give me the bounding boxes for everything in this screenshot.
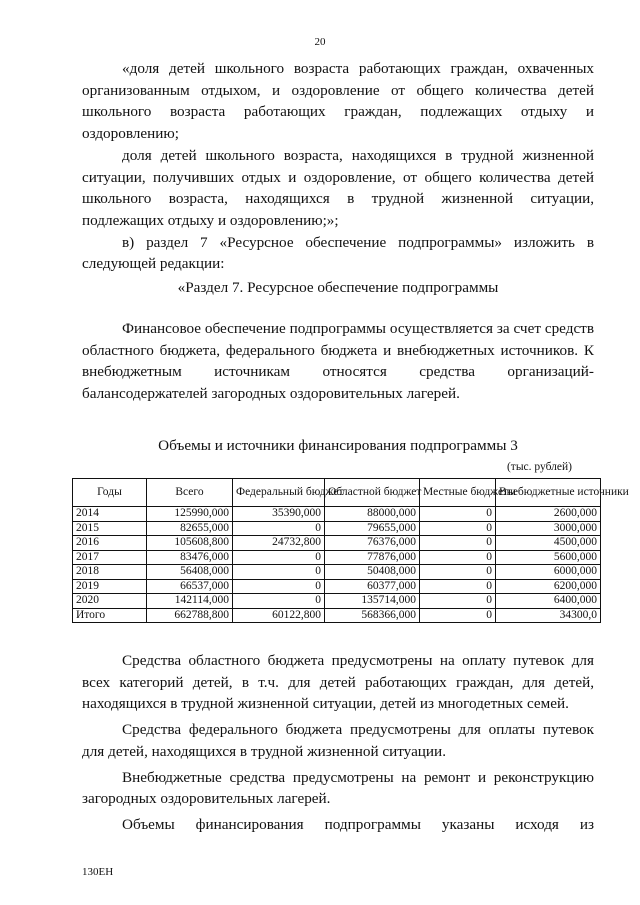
financing-text-block [82, 318, 594, 405]
cell-extrabudgetary: 6200,000 [496, 579, 601, 594]
cell-total: 66537,000 [147, 579, 233, 594]
cell-federal: 24732,800 [233, 536, 325, 551]
cell-total: 142114,000 [147, 594, 233, 609]
paragraph-indicator-working-parents: «доля детей школьного возраста работающих граждан, охваченных организованным отдыхом, и оздоровление от общего количества детей школьного возраста работающих граждан, подлежащих отдыху и оздоровлению; [82, 60, 594, 143]
cell-total: 56408,000 [147, 565, 233, 580]
table-row [73, 550, 601, 565]
paragraph-extrabudgetary-funds: Внебюджетные средства предусмотрены на ремонт и реконструкцию загородных оздоровительных лагерей. [82, 768, 594, 808]
cell-year: 2019 [73, 579, 147, 594]
cell-regional: 50408,000 [325, 565, 420, 580]
cell-regional: 77876,000 [325, 550, 420, 565]
cell-regional: 76376,000 [325, 536, 420, 551]
cell-federal: 35390,000 [233, 507, 325, 522]
table-row [73, 521, 601, 536]
table-header-row [73, 479, 601, 507]
table-row [73, 565, 601, 580]
cell-extrabudgetary: 4500,000 [496, 536, 601, 551]
table-body [73, 507, 601, 623]
cell-local: 0 [420, 536, 496, 551]
table-row [73, 507, 601, 522]
table-title: Объемы и источники финансирования подпрограммы 3 [158, 437, 518, 454]
cell-local: 0 [420, 507, 496, 522]
bottom-text-block [82, 650, 594, 836]
table-row [73, 579, 601, 594]
cell-local: 0 [420, 594, 496, 609]
cell-local: 0 [420, 579, 496, 594]
cell-total: 82655,000 [147, 521, 233, 536]
cell-federal: 60122,800 [233, 608, 325, 623]
footer-code: 130ЕН [82, 866, 114, 878]
cell-year: 2014 [73, 507, 147, 522]
paragraph-regional-funds: Средства областного бюджета предусмотрены на оплату путевок для всех категорий детей, в т.ч. для детей работающих граждан, для детей, находящихся в трудной жизненной ситуации, детей из многодетных семей. [82, 652, 594, 713]
table-row [73, 594, 601, 609]
header-regional-budget: Областной бюджет [325, 479, 420, 507]
cell-total: 125990,000 [147, 507, 233, 522]
cell-total: 83476,000 [147, 550, 233, 565]
cell-federal: 0 [233, 550, 325, 565]
cell-extrabudgetary: 34300,0 [496, 608, 601, 623]
cell-year: 2015 [73, 521, 147, 536]
table-row [73, 536, 601, 551]
cell-extrabudgetary: 2600,000 [496, 507, 601, 522]
header-extrabudgetary-sources: Внебюджетные источники [496, 479, 601, 507]
section-heading: «Раздел 7. Ресурсное обеспечение подпрограммы [177, 279, 499, 297]
cell-total: 662788,800 [147, 608, 233, 623]
cell-federal: 0 [233, 579, 325, 594]
cell-year: 2018 [73, 565, 147, 580]
cell-federal: 0 [233, 594, 325, 609]
cell-local: 0 [420, 550, 496, 565]
top-text-block [82, 58, 594, 299]
cell-extrabudgetary: 6400,000 [496, 594, 601, 609]
cell-local: 0 [420, 521, 496, 536]
cell-local: 0 [420, 565, 496, 580]
cell-federal: 0 [233, 565, 325, 580]
cell-total: 105608,800 [147, 536, 233, 551]
header-total: Всего [147, 479, 233, 507]
cell-extrabudgetary: 3000,000 [496, 521, 601, 536]
paragraph-indicator-hard-situation: доля детей школьного возраста, находящихся в трудной жизненной ситуации, получивших отдых и оздоровление, от общего количества детей школьного возраста, находящихся в трудной жизненной ситуации, подлежащих отдыху и оздоровлению;»; [82, 146, 594, 229]
cell-regional: 135714,000 [325, 594, 420, 609]
cell-year: Итого [73, 608, 147, 623]
financing-table [72, 478, 629, 623]
cell-year: 2016 [73, 536, 147, 551]
cell-regional: 568366,000 [325, 608, 420, 623]
cell-extrabudgetary: 5600,000 [496, 550, 601, 565]
cell-extrabudgetary: 6000,000 [496, 565, 601, 580]
paragraph-federal-funds: Средства федерального бюджета предусмотрены для оплаты путевок для детей, находящихся в трудной жизненной ситуации. [82, 721, 594, 760]
table-row [73, 608, 601, 623]
header-federal-budget: Федеральный бюджет [233, 479, 325, 507]
cell-year: 2020 [73, 594, 147, 609]
cell-local: 0 [420, 608, 496, 623]
cell-regional: 60377,000 [325, 579, 420, 594]
cell-year: 2017 [73, 550, 147, 565]
paragraph-financing-volumes: Объемы финансирования подпрограммы указаны исходя из [122, 815, 594, 833]
header-years: Годы [73, 479, 147, 507]
table-unit: (тыс. рублей) [506, 461, 572, 473]
cell-regional: 79655,000 [325, 521, 420, 536]
paragraph-amendment-section-7: в) раздел 7 «Ресурсное обеспечение подпрограммы» изложить в следующей редакции: [82, 233, 594, 273]
cell-regional: 88000,000 [325, 507, 420, 522]
header-local-budgets: Местные бюджеты [420, 479, 496, 507]
cell-federal: 0 [233, 521, 325, 536]
paragraph-financing-sources: Финансовое обеспечение подпрограммы осуществляется за счет средств областного бюджета, федерального бюджета и внебюджетных источников. К внебюджетным источникам относятся средства организаций-балансодержателей загородных оздоровительных лагерей. [82, 320, 594, 403]
page-number: 20 [314, 36, 326, 48]
